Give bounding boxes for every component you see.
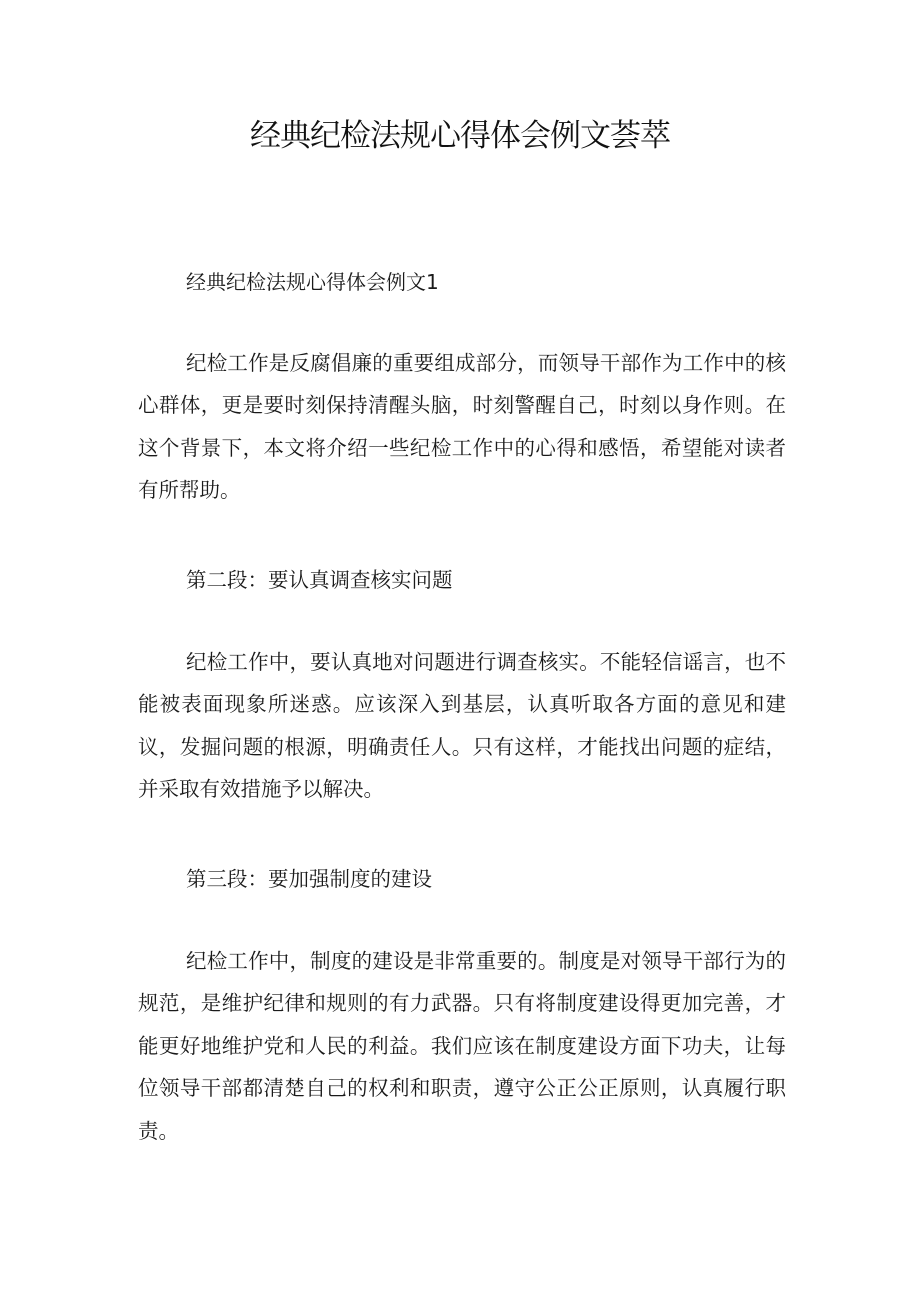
section-paragraph: 纪检工作中，要认真地对问题进行调查核实。不能轻信谣言，也不能被表面现象所迷惑。应该深入到基层，认真听取各方面的意见和建议，发掘问题的根源，明确责任人。只有这样，才能找出问题的症结，并采取有效措施予以解决。 xyxy=(138,650,786,802)
section-heading: 第三段：要加强制度的建设 xyxy=(186,867,432,891)
section-heading: 经典纪检法规心得体会例文1 xyxy=(186,270,439,294)
section-paragraph: 纪检工作中，制度的建设是非常重要的。制度是对领导干部行为的规范，是维护纪律和规则的有力武器。只有将制度建设得更加完善，才能更好地维护党和人民的利益。我们应该在制度建设方面下功夫，让每位领导干部都清楚自己的权利和职责，遵守公正公正原则，认真履行职责。 xyxy=(138,949,786,1143)
section-heading: 第二段：要认真调查核实问题 xyxy=(186,568,453,592)
section-paragraph: 纪检工作是反腐倡廉的重要组成部分，而领导干部作为工作中的核心群体，更是要时刻保持清醒头脑，时刻警醒自己，时刻以身作则。在这个背景下，本文将介绍一些纪检工作中的心得和感悟，希望能对读者有所帮助。 xyxy=(138,351,786,503)
document-title: 经典纪检法规心得体会例文荟萃 xyxy=(250,118,670,154)
